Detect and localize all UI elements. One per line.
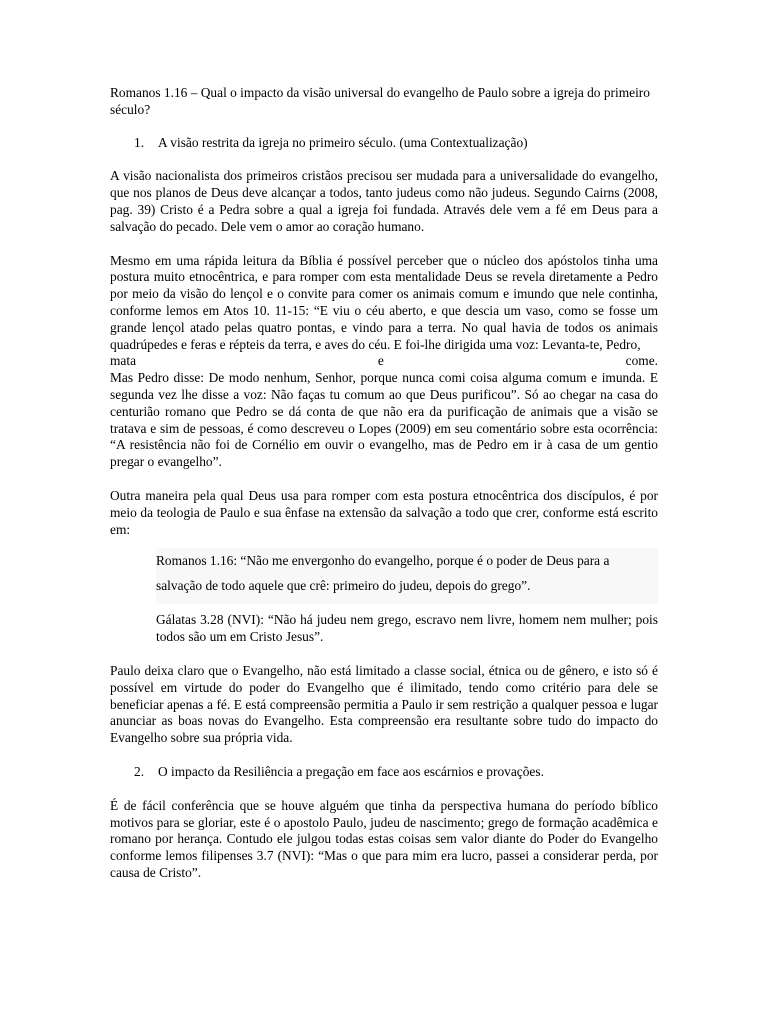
paragraph-fragment: mata e come.	[110, 353, 658, 369]
section-number: 1.	[134, 134, 145, 150]
document-title: Romanos 1.16 – Qual o impacto da visão universal do evangelho de Paulo sobre a igreja do primeiro século?	[110, 85, 650, 117]
section-heading-2	[110, 764, 658, 781]
paragraph: Mesmo em uma rápida leitura da Bíblia é possível perceber que o núcleo dos apóstolos tinha uma postura muito etnocêntrica, e para romper com esta mentalidade Deus se revela diretamente a Pedro por meio da visão do lençol e o convite para comer os animais comum e imundo que nele continha, conforme lemos em Atos 10. 11-15: “E viu o céu aberto, e que descia um vaso, como se fosse um grande lençol atado pelas quatro pontas, e vindo para a terra. No qual havia de todos os animais quadrúpedes e feras e répteis da terra, e aves do céu. E foi-lhe dirigida uma voz: Levanta-te, Pedro,	[110, 252, 658, 352]
paragraph: Outra maneira pela qual Deus usa para romper com esta postura etnocêntrica dos discípulos, é por meio da teologia de Paulo e sua ênfase na extensão da salvação a todo que crer, conforme está escrito em:	[110, 487, 658, 537]
document-body	[110, 85, 658, 882]
paragraph: A visão nacionalista dos primeiros cristãos precisou ser mudada para a universalidade do evangelho, que nos planos de Deus deve alcançar a todos, tanto judeus como não judeus. Segundo Cairns (2008, pag. 39) Cristo é a Pedra sobre a qual a igreja foi fundada. Através dele vem a fé em Deus para a salvação do pecado. Dele vem o amor ao coração humano.	[110, 168, 658, 234]
paragraph: Mas Pedro disse: De modo nenhum, Senhor, porque nunca comi coisa alguma comum e imunda. E segunda vez lhe disse a voz: Não faças tu comum ao que Deus purificou”. Só ao chegar na casa do centurião romano que Pedro se dá conta de que não era da purificação de animais que a visão se tratava e sim de pessoas, é como descreveu o Lopes (2009) em seu comentário sobre esta ocorrência: “A resistência não foi de Cornélio em ouvir o evangelho, mas de Pedro em ir à casa de um gentio pregar o evangelho”.	[110, 370, 658, 470]
section-heading-1	[110, 135, 658, 152]
section-number: 2.	[134, 763, 145, 779]
paragraph: É de fácil conferência que se houve alguém que tinha da perspectiva humana do período bíblico motivos para se gloriar, este é o apostolo Paulo, judeu de nascimento; grego de formação acadêmica e romano por herança. Contudo ele julgou todas estas coisas sem valor diante do Poder do Evangelho conforme lemos filipenses 3.7 (NVI): “Mas o que para mim era lucro, passei a considerar perda, por causa de Cristo”.	[110, 797, 658, 880]
section-title: O impacto da Resiliência a pregação em face aos escárnios e provações.	[158, 763, 544, 779]
paragraph: Paulo deixa claro que o Evangelho, não está limitado a classe social, étnica ou de gênero, e isto só é possível em virtude do poder do Evangelho que é ilimitado, tendo como critério para dele se beneficiar apenas a fé. E está compreensão permitia a Paulo ir sem restrição a qualquer pessoa e lugar anunciar as boas novas do Evangelho. Esta compreensão era resultante sobre tudo do impacto do Evangelho sobre sua própria vida.	[110, 662, 658, 746]
scripture-quote: Gálatas 3.28 (NVI): “Não há judeu nem grego, escravo nem livre, homem nem mulher; pois todos são um em Cristo Jesus”.	[156, 612, 658, 645]
section-title: A visão restrita da igreja no primeiro século. (uma Contextualização)	[158, 134, 528, 150]
scripture-quote: Romanos 1.16: “Não me envergonho do evangelho, porque é o poder de Deus para a salvação de todo aquele que crê: primeiro do judeu, depois do grego”.	[156, 548, 658, 604]
